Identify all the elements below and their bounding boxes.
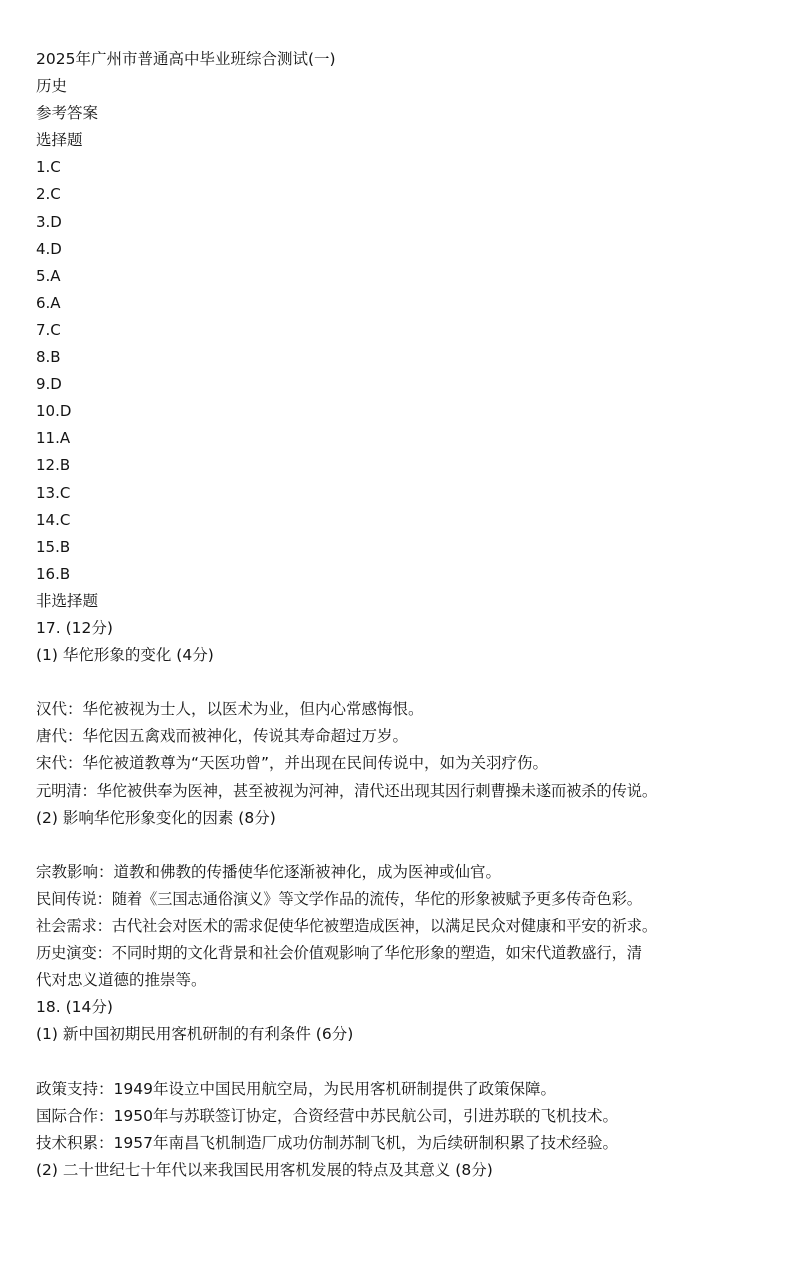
answer-line: 社会需求：古代社会对医术的需求促使华佗被塑造成医神，以满足民众对健康和平安的祈求。	[36, 917, 658, 935]
question-title: 18. (14分)	[36, 998, 113, 1017]
question-18	[36, 994, 776, 1184]
choice-answer: 5.A	[36, 266, 61, 285]
answer-line: 唐代：华佗因五禽戏而被神化，传说其寿命超过万岁。	[36, 727, 409, 746]
answer-line: 元明清：华佗被供奉为医神，甚至被视为河神，清代还出现其因行刺曹操未遂而被杀的传说。	[36, 781, 658, 800]
answer-line: 技术积累：1957年南昌飞机制造厂成功仿制苏制飞机，为后续研制积累了技术经验。	[36, 1133, 618, 1152]
answer-line: 民间传说：随着《三国志通俗演义》等文学作品的流传，华佗的形象被赋予更多传奇色彩。	[36, 889, 642, 908]
choice-answer: 11.A	[36, 429, 71, 448]
answer-line: 代对忠义道德的推崇等。	[36, 971, 207, 990]
subquestion-title: (2) 二十世纪七十年代以来我国民用客机发展的特点及其意义 (8分)	[36, 1160, 493, 1179]
answer-line: 宋代：华佗被道教尊为“天医功曾”，并出现在民间传说中，如为关羽疗伤。	[36, 754, 549, 773]
subquestion-title: (1) 新中国初期民用客机研制的有利条件 (6分)	[36, 1025, 354, 1044]
paragraph-gap	[36, 832, 776, 859]
doc-title: 2025年广州市普通高中毕业班综合测试(一)	[36, 50, 336, 68]
paragraph-gap	[36, 669, 776, 696]
choice-section-heading: 选择题	[36, 131, 83, 150]
answer-line: 汉代：华佗被视为士人，以医术为业，但内心常感悔恨。	[36, 700, 424, 719]
paragraph-gap	[36, 1048, 776, 1075]
choice-answer: 3.D	[36, 212, 62, 231]
choice-answer: 4.D	[36, 239, 62, 258]
answer-line: 宗教影响：道教和佛教的传播使华佗逐渐被神化，成为医神或仙官。	[36, 862, 502, 881]
choice-answer: 12.B	[36, 456, 71, 475]
choice-answer: 2.C	[36, 185, 61, 204]
answer-line: 历史演变：不同时期的文化背景和社会价值观影响了华佗形象的塑造，如宋代道教盛行，清	[36, 944, 642, 963]
answer-line: 政策支持：1949年设立中国民用航空局，为民用客机研制提供了政策保障。	[36, 1079, 556, 1098]
nonchoice-section-heading: 非选择题	[36, 591, 99, 610]
choice-answer: 15.B	[36, 537, 71, 556]
choice-answer: 7.C	[36, 320, 61, 339]
question-title: 17. (12分)	[36, 618, 113, 637]
choice-answer-list	[36, 154, 776, 588]
doc-type-label: 参考答案	[36, 104, 99, 123]
choice-answer: 8.B	[36, 348, 61, 367]
choice-answer: 1.C	[36, 158, 61, 177]
subquestion-title: (1) 华佗形象的变化 (4分)	[36, 646, 214, 665]
choice-answer: 10.D	[36, 402, 72, 421]
subquestion-title: (2) 影响华佗形象变化的因素 (8分)	[36, 808, 276, 827]
answer-line: 国际合作：1950年与苏联签订协定，合资经营中苏民航公司，引进苏联的飞机技术。	[36, 1106, 618, 1125]
question-17	[36, 615, 776, 994]
choice-answer: 13.C	[36, 483, 71, 502]
choice-answer: 6.A	[36, 293, 61, 312]
choice-answer: 14.C	[36, 510, 71, 529]
choice-answer: 16.B	[36, 564, 71, 583]
choice-answer: 9.D	[36, 375, 62, 394]
subject-label: 历史	[36, 77, 68, 96]
